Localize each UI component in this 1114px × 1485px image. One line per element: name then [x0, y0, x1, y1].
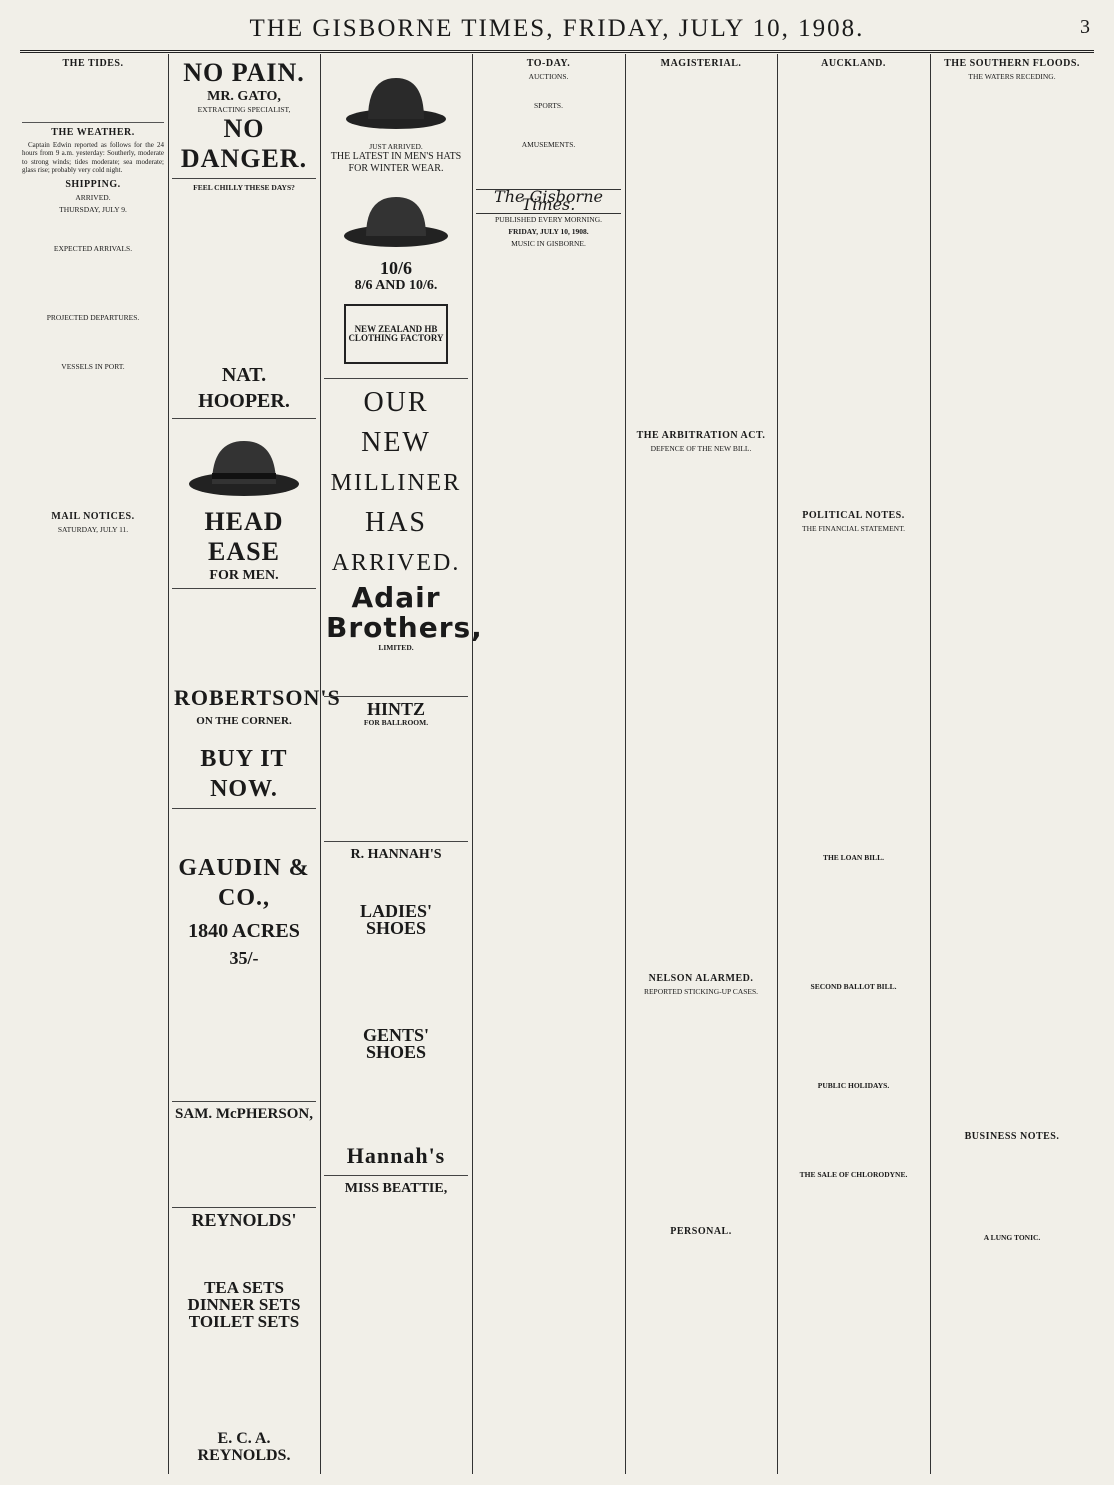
political-heading: POLITICAL NOTES. [802, 510, 905, 521]
buy-it-now: BUY IT NOW. [200, 746, 288, 803]
ladies-word: LADIES' [359, 900, 433, 921]
acres-text: 1840 ACRES [188, 920, 300, 943]
nelson-heading: NELSON ALARMED. [648, 973, 754, 984]
adair-name: Adair [351, 580, 441, 614]
personal-heading: PERSONAL. [670, 1226, 732, 1237]
masthead-title: THE GISBORNE TIMES, FRIDAY, JULY 10, 1908. [249, 15, 865, 42]
page-number: 3 [1080, 16, 1090, 38]
column-5 [629, 54, 773, 1479]
just-arrived: JUST ARRIVED. [369, 142, 423, 152]
arrived-subheading: ARRIVED. [75, 192, 111, 202]
hat-icon [184, 429, 304, 499]
column-rule [168, 54, 169, 1474]
paper-title: The Gisborne Times. [476, 189, 621, 214]
holidays-subheading: PUBLIC HOLIDAYS. [817, 1081, 890, 1090]
tea-sets: TEA SETS [204, 1278, 284, 1298]
arbitration-subheading: DEFENCE OF THE NEW BILL. [650, 444, 752, 453]
hannah-ad [324, 842, 468, 1176]
limited-text: LIMITED. [378, 642, 414, 652]
hannahs-name: Hannah's [346, 1142, 446, 1168]
hat-price-2: 8/6 AND 10/6. [354, 277, 438, 293]
column-2 [172, 54, 341, 1479]
mcpherson-ad [172, 1102, 316, 1208]
for-men-text: FOR MEN. [209, 568, 279, 584]
column-4 [476, 54, 621, 1479]
shipping-heading: SHIPPING. [65, 178, 121, 190]
magisterial-heading: MAGISTERIAL. [660, 58, 742, 69]
weather-heading: THE WEATHER. [51, 127, 135, 138]
today-heading: TO-DAY. [526, 58, 571, 69]
hat-icon [336, 181, 456, 251]
hannah-name: R. HANNAH'S [350, 846, 442, 862]
auckland-heading: AUCKLAND. [821, 58, 886, 69]
our-word: OUR [363, 386, 429, 418]
projected-subheading: PROJECTED DEPARTURES. [46, 312, 140, 322]
hintz-ad [324, 697, 468, 842]
column-rule [472, 54, 473, 1474]
beattie-name: MISS BEATTIE, [344, 1180, 448, 1196]
amusements-subheading: AMUSEMENTS. [521, 140, 576, 149]
hooper-name: NAT. HOOPER. [198, 364, 290, 412]
chilly-headline: FEEL CHILLY THESE DAYS? [193, 183, 295, 192]
arbitration-heading: THE ARBITRATION ACT. [636, 430, 766, 441]
gaudin-name: GAUDIN & CO., [178, 855, 310, 912]
reynolds-signature: E. C. A. REYNOLDS. [197, 1430, 291, 1465]
hat-ad [324, 54, 468, 379]
gato-name: MR. GATO, [207, 89, 281, 104]
gents-word: GENTS' [362, 1024, 430, 1045]
reynolds-ad [172, 1208, 316, 1468]
head-ease-headline: HEAD EASE [204, 507, 284, 567]
mail-date: SATURDAY, JULY 11. [57, 524, 129, 534]
tides-heading: THE TIDES. [62, 58, 124, 69]
column-7 [934, 54, 1090, 1479]
nelson-subheading: REPORTED STICKING-UP CASES. [643, 987, 759, 996]
toilet-sets: TOILET SETS [188, 1312, 300, 1332]
hats-headline: THE LATEST IN MEN'S HATS FOR WINTER WEAR. [330, 151, 462, 175]
mcpherson-name: SAM. McPHERSON, [175, 1106, 313, 1123]
column-rule [625, 54, 626, 1474]
ballroom-text: FOR BALLROOM. [363, 717, 429, 727]
column-6 [781, 54, 926, 1479]
editorial-date: FRIDAY, JULY 10, 1908. [508, 226, 589, 236]
arrived-date: THURSDAY, JULY 9. [59, 204, 127, 214]
weather-text: Captain Edwin reported as follows for the 24 hours from 9 a.m. yesterday: Southerly, moderate to strong winds; tides moderate; sea moderate; glass rise; probably very cold night. [22, 141, 164, 175]
expected-subheading: EXPECTED ARRIVALS. [53, 243, 133, 253]
masthead [20, 8, 1094, 53]
column-1 [22, 54, 164, 1479]
hintz-name: HINTZ [366, 698, 426, 719]
arrived-word: ARRIVED. [331, 549, 461, 576]
robertson-ad [172, 589, 341, 809]
music-heading: MUSIC IN GISBORNE. [511, 238, 586, 248]
no-pain-headline: NO PAIN. [183, 58, 305, 87]
milliner-word: MILLINER [330, 469, 462, 496]
robertson-name: ROBERTSON'S [174, 685, 341, 711]
sports-subheading: SPORTS. [534, 101, 563, 110]
corner-text: ON THE CORNER. [196, 715, 292, 728]
brothers-name: Brothers, [326, 610, 483, 644]
floods-subheading: THE WATERS RECEDING. [968, 72, 1056, 81]
price-text: 35/- [229, 948, 259, 969]
column-rule [777, 54, 778, 1474]
mail-heading: MAIL NOTICES. [51, 510, 135, 522]
new-word: NEW [361, 426, 431, 458]
financial-subheading: THE FINANCIAL STATEMENT. [802, 524, 905, 533]
milliner-ad [324, 379, 483, 697]
shoes-word-2: SHOES [365, 1041, 427, 1062]
gaudin-ad [172, 809, 316, 1102]
tides-table [22, 72, 164, 123]
floods-heading: THE SOUTHERN FLOODS. [944, 58, 1080, 69]
hat-price-1: 10/6 [379, 257, 412, 278]
beattie-ad [324, 1176, 468, 1201]
column-3 [324, 54, 483, 1479]
loan-subheading: THE LOAN BILL. [822, 853, 885, 862]
has-word: HAS [364, 506, 427, 538]
hooper-ad [172, 179, 316, 419]
chlorodyne-subheading: THE SALE OF CHLORODYNE. [799, 1170, 908, 1179]
column-rule [930, 54, 931, 1474]
hb-logo: NEW ZEALAND HB CLOTHING FACTORY [344, 304, 448, 364]
shoes-word: SHOES [365, 917, 427, 938]
extracting-text: EXTRACTING SPECIALIST, [197, 105, 291, 114]
published-text: PUBLISHED EVERY MORNING. [494, 214, 603, 224]
auctions-subheading: AUCTIONS. [528, 72, 569, 81]
no-danger-headline: NO DANGER. [180, 114, 308, 173]
column-rule [320, 54, 321, 1474]
business-heading: BUSINESS NOTES. [964, 1131, 1060, 1142]
dinner-sets: DINNER SETS [187, 1295, 301, 1315]
dentist-ad [172, 54, 316, 179]
reynolds-name: REYNOLDS' [191, 1210, 297, 1231]
vessels-subheading: VESSELS IN PORT. [61, 361, 125, 371]
tonic-subheading: A LUNG TONIC. [983, 1233, 1041, 1242]
hat-icon [336, 64, 456, 134]
ballot-subheading: SECOND BALLOT BILL. [810, 982, 897, 991]
head-ease-ad [172, 419, 316, 589]
